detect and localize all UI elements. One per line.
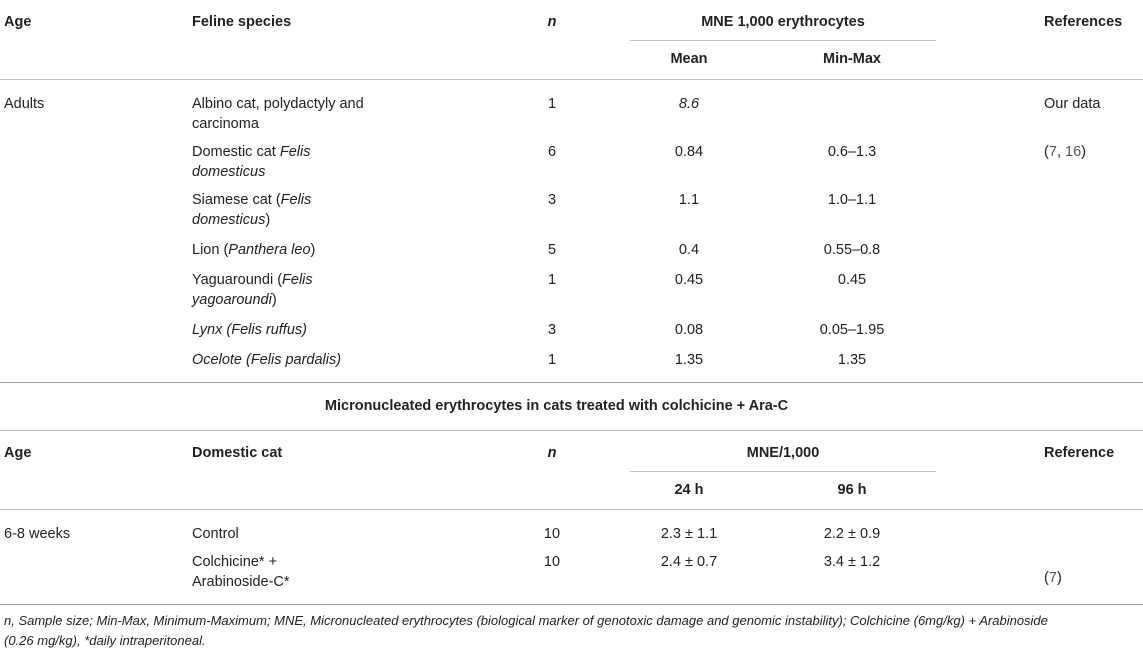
mean-cell: 0.84 xyxy=(674,143,704,160)
header-mne-group-2 xyxy=(630,430,1038,472)
table-row xyxy=(0,79,1143,134)
table-row xyxy=(0,310,1143,340)
mean-cell: 8.6 xyxy=(678,95,700,112)
header-row-2 xyxy=(0,41,1143,79)
mean-cell: 1.35 xyxy=(630,340,766,383)
cat-cell xyxy=(192,544,510,605)
n-cell: 6 xyxy=(547,143,557,160)
n-cell: 3 xyxy=(547,321,557,338)
species-text: Yaguaroundi (Felis xyxy=(192,271,313,288)
minmax-cell xyxy=(766,79,1038,134)
cat-cell: Control xyxy=(192,526,239,542)
species-text: domesticus) xyxy=(192,211,271,228)
table-row xyxy=(0,544,1143,605)
header-24h: 24 h xyxy=(630,472,766,510)
ref-cell: (7, 16) xyxy=(1044,143,1086,160)
cat-text: Arabinoside-C* xyxy=(192,574,290,590)
header-species: Feline species xyxy=(192,14,292,30)
header-mne-per-1000: MNE/1,000 xyxy=(630,443,936,472)
footnote-line: (0.26 mg/kg), *daily intraperitoneal. xyxy=(4,633,206,648)
species-cell xyxy=(192,182,510,230)
n-cell: 10 xyxy=(543,526,561,542)
header-minmax: Min-Max xyxy=(766,41,1038,79)
species-text: domesticus xyxy=(192,163,266,180)
n-cell: 1 xyxy=(510,340,630,383)
species-text: yagoaroundi) xyxy=(192,291,277,308)
species-text: carcinoma xyxy=(192,115,259,132)
n-cell: 3 xyxy=(547,191,557,208)
group-adults: Adults xyxy=(4,95,45,112)
species-cell xyxy=(192,230,510,260)
header-mean: Mean xyxy=(630,41,766,79)
header-age-2: Age xyxy=(4,444,32,461)
species-text: Siamese cat (Felis xyxy=(192,191,312,208)
n-cell: 10 xyxy=(510,544,630,605)
table-row xyxy=(0,260,1143,310)
header-n-2: n xyxy=(547,444,557,461)
section-title-row xyxy=(0,382,1143,430)
ref-cell: Our data xyxy=(1044,95,1101,112)
species-cell xyxy=(192,134,510,182)
table-row xyxy=(0,340,1143,383)
minmax-cell: 0.05–1.95 xyxy=(819,321,885,338)
n-cell: 1 xyxy=(547,271,557,288)
species-text: Domestic cat Felis xyxy=(192,143,311,160)
header-row-3 xyxy=(0,430,1143,472)
species-cell: Ocelote (Felis pardalis) xyxy=(192,340,510,383)
ref-cell: (7) xyxy=(1038,544,1143,605)
mean-cell: 0.08 xyxy=(674,321,704,338)
h24-cell: 2.3 ± 1.1 xyxy=(660,526,718,542)
section-title: Micronucleated erythrocytes in cats treated with colchicine + Ara-C xyxy=(0,382,1143,430)
mean-cell: 0.4 xyxy=(678,241,700,258)
species-cell: Lynx (Felis ruffus) xyxy=(192,321,307,338)
header-96h: 96 h xyxy=(766,472,1038,510)
species-text: Albino cat, polydactyly and xyxy=(192,95,364,112)
group-6-8-weeks: 6-8 weeks xyxy=(4,526,71,542)
h96-cell: 2.2 ± 0.9 xyxy=(823,526,881,542)
header-mne: MNE 1,000 erythrocytes xyxy=(630,12,936,41)
h24-cell: 2.4 ± 0.7 xyxy=(630,544,766,605)
header-domestic-cat: Domestic cat xyxy=(192,444,283,461)
table-row xyxy=(0,182,1143,230)
mean-cell: 0.45 xyxy=(674,271,704,288)
minmax-cell: 1.0–1.1 xyxy=(827,191,877,208)
footnote-line: n, Sample size; Min-Max, Minimum-Maximum; MNE, Micronucleated erythrocytes (biological marker of genotoxic damage and genomic instability); Colchicine (6mg/kg) + Arabinoside xyxy=(4,613,1048,628)
minmax-cell: 0.55–0.8 xyxy=(823,241,881,258)
n-cell: 1 xyxy=(547,95,557,112)
header-row-1 xyxy=(0,0,1143,41)
ref-link-7[interactable]: 7 xyxy=(1048,570,1057,586)
header-n: n xyxy=(547,14,557,30)
mean-cell: 1.1 xyxy=(678,191,700,208)
table-footnote xyxy=(0,605,1143,651)
species-cell xyxy=(192,260,510,310)
header-reference: Reference xyxy=(1044,444,1115,461)
table-row xyxy=(0,230,1143,260)
h96-cell: 3.4 ± 1.2 xyxy=(766,544,1038,605)
ref-link-7[interactable]: 7 xyxy=(1048,143,1057,160)
ref-link-16[interactable]: 16 xyxy=(1065,143,1082,160)
header-references: References xyxy=(1044,14,1123,30)
header-mne-group xyxy=(630,0,1038,41)
species-cell xyxy=(192,79,510,134)
header-row-4 xyxy=(0,472,1143,510)
table-row xyxy=(0,510,1143,545)
minmax-cell: 0.6–1.3 xyxy=(827,143,877,160)
cat-text: Colchicine* + xyxy=(192,554,278,570)
species-text: Lion (Panthera leo) xyxy=(192,241,316,258)
header-age: Age xyxy=(4,14,32,30)
minmax-cell: 1.35 xyxy=(766,340,1038,383)
table-row xyxy=(0,134,1143,182)
minmax-cell: 0.45 xyxy=(837,271,867,288)
n-cell: 5 xyxy=(547,241,557,258)
